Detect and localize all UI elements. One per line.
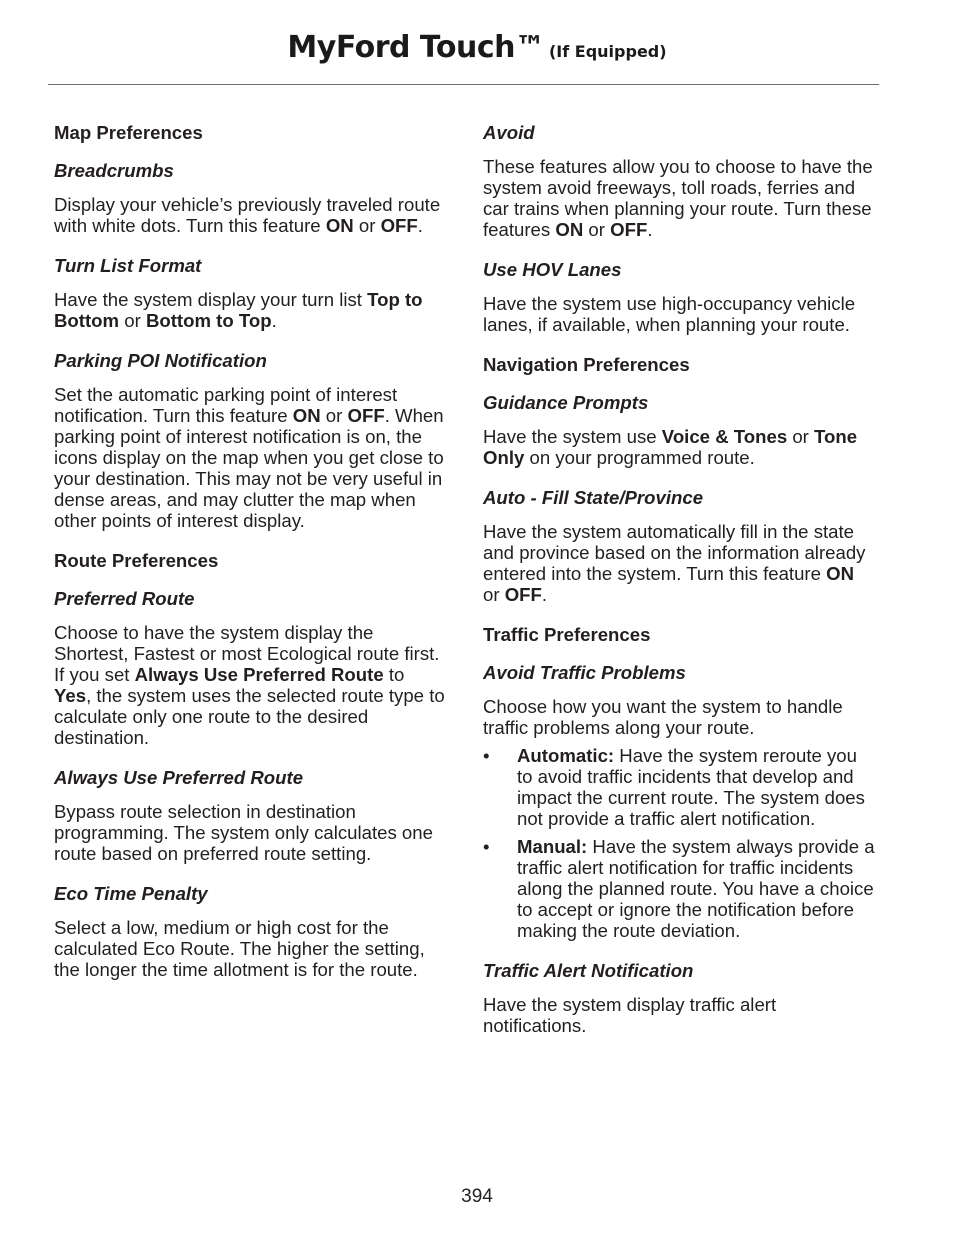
subheading-guidance-prompts: Guidance Prompts [483,392,649,413]
subheading-parking-poi: Parking POI Notification [54,350,267,371]
paragraph-avoid-traffic-problems: Choose how you want the system to handle traffic problems along your route. [483,696,843,738]
paragraph-avoid: These features allow you to choose to have the system avoid freeways, toll roads, ferries and car trains when planning your route. Turn these features ON or OFF. [483,156,873,240]
left-column [54,122,446,980]
list-item-automatic: • Automatic: Have the system reroute you to avoid traffic incidents that develop and impact the current route. The system does not provide a traffic alert notification. [483,745,865,829]
paragraph-turn-list-format: Have the system display your turn list Top to Bottom or Bottom to Top. [54,289,423,331]
subheading-turn-list-format: Turn List Format [54,255,202,276]
paragraph-always-use-preferred-route: Bypass route selection in destination programming. The system only calculates one route based on preferred route setting. [54,801,433,864]
paragraph-auto-fill: Have the system automatically fill in the state and province based on the information already entered into the system. Turn this feature ON or OFF. [483,521,866,605]
subheading-always-use-preferred-route: Always Use Preferred Route [54,767,304,788]
subheading-use-hov-lanes: Use HOV Lanes [483,259,622,280]
list-item-manual: • Manual: Have the system always provide a traffic alert notification for traffic incidents along the planned route. You have a choice to accept or ignore the notification before making the route deviation. [483,836,875,941]
paragraph-guidance-prompts: Have the system use Voice & Tones or Tone Only on your programmed route. [483,426,858,468]
bullet-dot: • [483,745,490,766]
page-number: 394 [461,1186,493,1207]
subheading-breadcrumbs: Breadcrumbs [54,160,174,181]
traffic-options-list [483,745,875,941]
subheading-eco-time-penalty: Eco Time Penalty [54,883,208,904]
header-divider [48,84,879,85]
section-heading-map-preferences: Map Preferences [54,122,203,143]
paragraph-breadcrumbs: Display your vehicle’s previously traveled route with white dots. Turn this feature ON or OFF. [54,194,441,236]
page-header [0,30,954,65]
page-subtitle: (If Equipped) [548,42,667,61]
section-heading-navigation-preferences: Navigation Preferences [483,354,690,375]
subheading-avoid: Avoid [483,122,535,143]
paragraph-traffic-alert-notification: Have the system display traffic alert notifications. [483,994,777,1036]
right-column [483,122,875,1036]
subheading-traffic-alert-notification: Traffic Alert Notification [483,960,694,981]
section-heading-route-preferences: Route Preferences [54,550,219,571]
bullet-dot: • [483,836,490,857]
section-heading-traffic-preferences: Traffic Preferences [483,624,651,645]
subheading-avoid-traffic-problems: Avoid Traffic Problems [483,662,686,683]
subheading-preferred-route: Preferred Route [54,588,195,609]
paragraph-preferred-route: Choose to have the system display the Shortest, Fastest or most Ecological route first. If you set Always Use Preferred Route to Yes, the system uses the selected route type to calculate only one route to the desired destination. [54,622,445,748]
page-title: MyFord Touch™ [287,30,545,65]
paragraph-parking-poi: Set the automatic parking point of interest notification. Turn this feature ON or OFF. When parking point of interest notification is on, the icons display on the map when you get close to your destination. This may not be very useful in dense areas, and may clutter the map when other points of interest display. [54,384,444,531]
paragraph-use-hov-lanes: Have the system use high-occupancy vehicle lanes, if available, when planning your route. [483,293,856,335]
subheading-auto-fill: Auto - Fill State/Province [483,487,704,508]
paragraph-eco-time-penalty: Select a low, medium or high cost for the calculated Eco Route. The higher the setting, the longer the time allotment is for the route. [54,917,425,980]
